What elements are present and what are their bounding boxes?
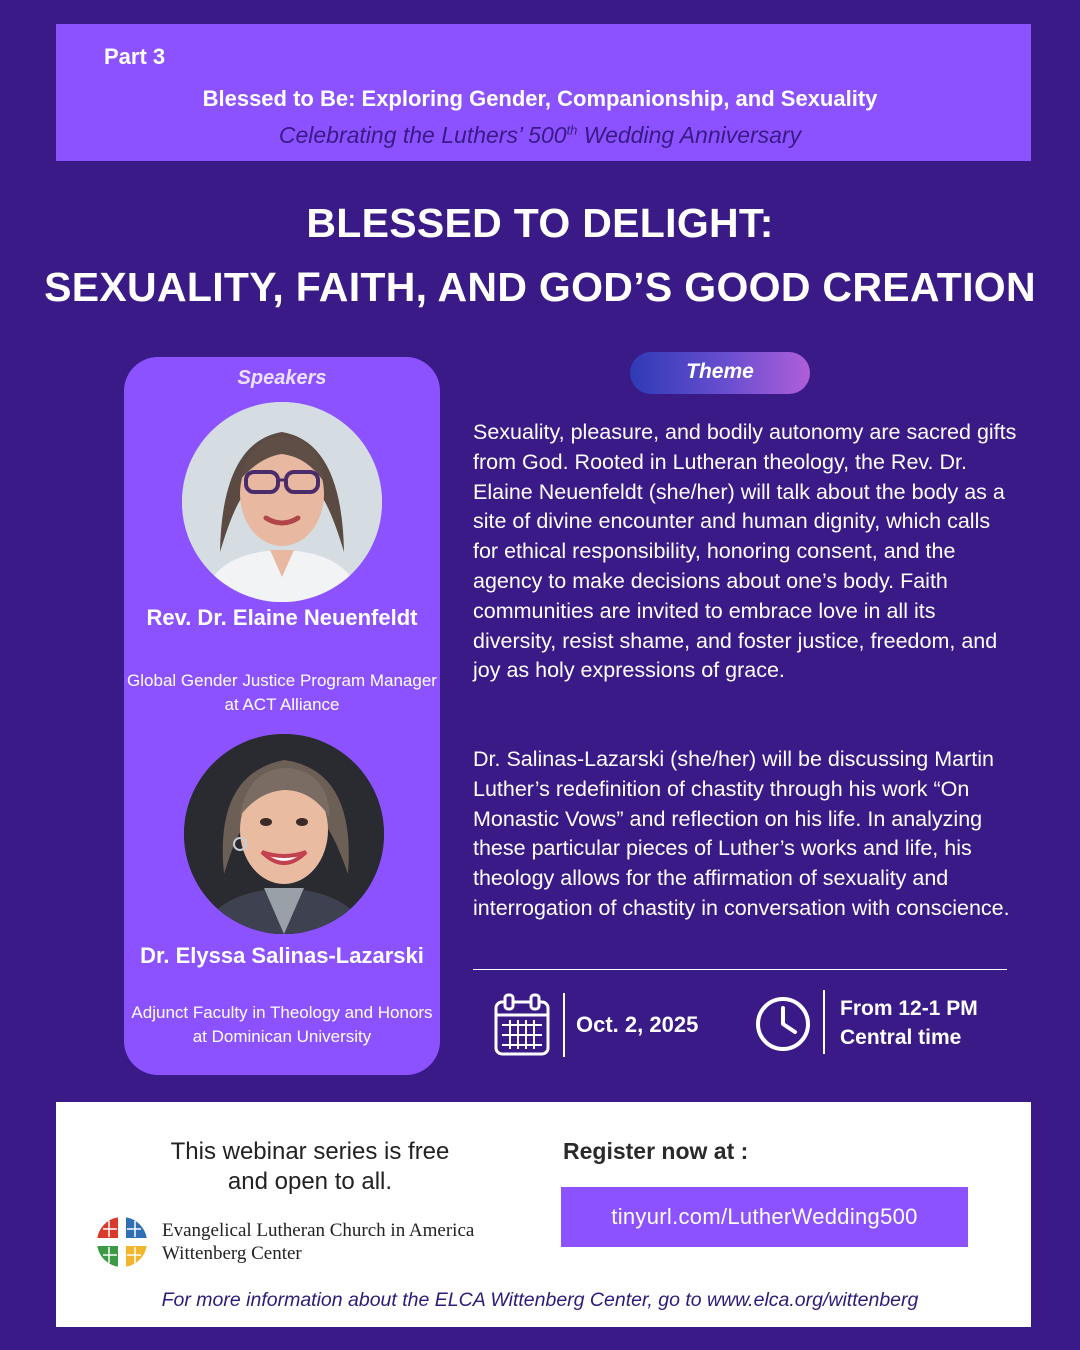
time-separator (823, 990, 825, 1054)
free-note (140, 1137, 480, 1197)
event-time-line-2: Central time (840, 1026, 962, 1049)
calendar-icon (493, 993, 551, 1057)
organization-name (162, 1219, 474, 1265)
organization-name-line-1: Evangelical Lutheran Church in America (162, 1220, 475, 1241)
speaker-photo-neuenfeldt (182, 402, 382, 602)
speaker-role-1: Global Gender Justice Program Manager at ACT Alliance (127, 671, 437, 714)
event-title-line-1: BLESSED TO DELIGHT: (306, 200, 774, 246)
subtitle-text-end: Wedding Anniversary (577, 122, 802, 148)
more-info-text: For more information about the ELCA Wittenberg Center, go to www.elca.org/wittenberg (161, 1289, 919, 1311)
theme-paragraph-1: Sexuality, pleasure, and bodily autonomy are sacred gifts from God. Rooted in Lutheran theology, the Rev. Dr. Elaine Neuenfeldt (she/her) will talk about the body as a site of divine encounter and human dignity, which calls for ethical responsibility, honoring consent, and the agency to make decisions about one’s body. Faith communities are invited to embrace love in all its diversity, resist shame, and foster justice, freedom, and joy as holy expressions of grace. (473, 420, 1017, 683)
subtitle-text: Celebrating the Luthers’ 500 (278, 122, 567, 148)
speakers-heading: Speakers (237, 367, 327, 389)
divider (473, 969, 1007, 970)
theme-label: Theme (630, 352, 810, 394)
speaker-role-2: Adjunct Faculty in Theology and Honors at Dominican University (131, 1003, 433, 1046)
register-link[interactable]: tinyurl.com/LutherWedding500 (561, 1187, 968, 1247)
date-separator (563, 993, 565, 1057)
free-note-line-2: and open to all. (227, 1168, 393, 1195)
free-note-line-1: This webinar series is free (170, 1138, 450, 1165)
speaker-name-1: Rev. Dr. Elaine Neuenfeldt (146, 605, 418, 630)
clock-icon (754, 995, 812, 1053)
event-title-line-2: SEXUALITY, FAITH, AND GOD’S GOOD CREATION (44, 264, 1036, 310)
part-label: Part 3 (104, 44, 166, 69)
speakers-card (124, 357, 440, 1075)
register-label: Register now at : (563, 1138, 749, 1164)
organization-name-line-2: Wittenberg Center (162, 1243, 302, 1264)
series-title: Blessed to Be: Exploring Gender, Companionship, and Sexuality (202, 86, 878, 111)
theme-paragraph-2: Dr. Salinas-Lazarski (she/her) will be discussing Martin Luther’s redefinition of chastity through his work “On Monastic Vows” and reflection on his life. In analyzing these particular pieces of Luther’s works and life, his theology allows for the affirmation of sexuality and interrogation of chastity in conversation with conscience. (473, 747, 1010, 920)
elca-cross-logo-icon (95, 1215, 149, 1269)
speaker-photo-salinas-lazarski (184, 734, 384, 934)
speaker-name-2: Dr. Elyssa Salinas-Lazarski (140, 943, 424, 968)
subtitle-ordinal: th (566, 122, 578, 138)
event-time-line-1: From 12-1 PM (840, 997, 978, 1020)
event-time (840, 994, 978, 1052)
series-subtitle (0, 122, 1080, 149)
event-date: Oct. 2, 2025 (576, 1012, 699, 1037)
